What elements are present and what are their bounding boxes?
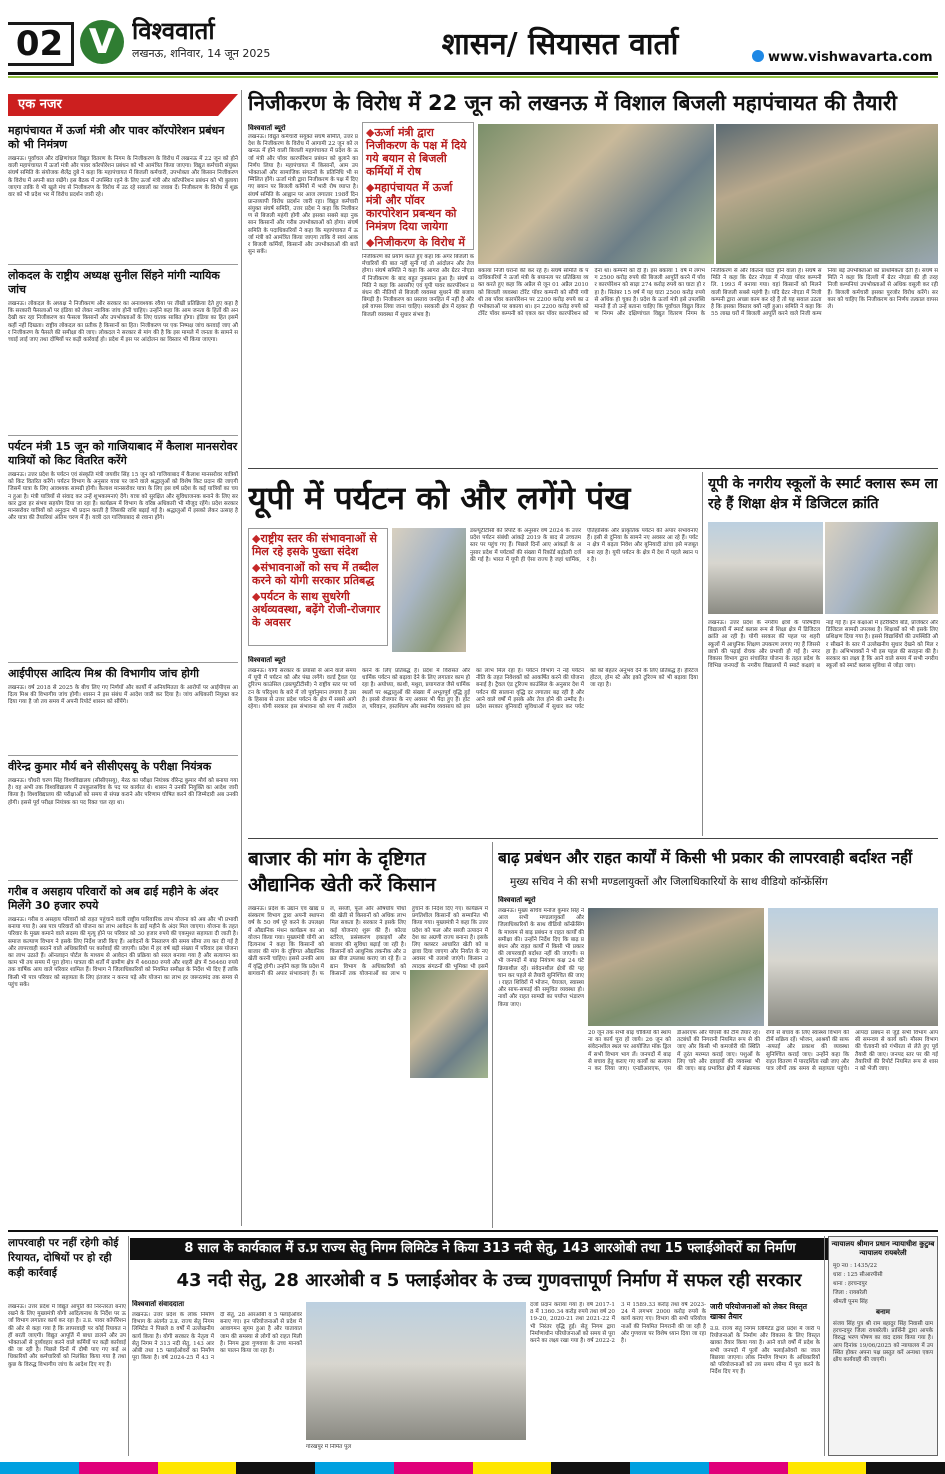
story2-body: लखनऊ। योगी सरकार के प्रयासों से आने वाले समय में यूपी में पर्यटन को और पंख लगेंगे। वर्ल्ड ट्रैवल एंड टूरिज्म काउंसिल (डब्ल्यूटीटीसी) ने राष्ट्रीय स्तर पर पर्यटन के परिदृश्य के बारे में जो पूर्वानुमान लगाया है उसके हिसाब से उत्तर प्रदेश पर्यटन के क्षेत्र में सबसे आगे रहेगा। योगी सरकार इस संभावना को सच में तब्दील करने के लिए प्रतिबद्ध है। प्रदेश में विरासत और धार्मिक पर्यटन को बढ़ावा देने के लिए लगातार काम हो रहा है। अयोध्या, काशी, मथुरा, प्रयागराज जैसे धार्मिक स्थलों पर श्रद्धालुओं की संख्या में अभूतपूर्व वृद्धि हुई है। इससे रोजगार के नए अवसर भी पैदा हुए हैं। होटल, परिवहन, हस्तशिल्प और स्थानीय व्यवसाय को इसका लाभ मिल रहा है। पर्यटन विभाग ने नई पर्यटन नीति के तहत निवेशकों को आकर्षित करने की योजना बनाई है। ट्रैवल एंड टूरिज्म काउंसिल के अनुसार देश में पर्यटन की सालाना वृद्धि दर लगातार बढ़ रही है और आने वाले वर्षों में इसके और तेज होने की उम्मीद है। प्रदेश सरकार बुनियादी सुविधाओं में सुधार कर पर्यटकों को बेहतर अनुभव देने के लिए प्रतिबद्ध है। हेरिटेज होटल, होम स्टे और इको टूरिज्म को भी बढ़ावा दिया जा रहा है। xyxy=(248,668,698,711)
story6-byline: विश्ववार्ता संवाददाता xyxy=(132,1300,185,1308)
side-headline-1: महापंचायत में ऊर्जा मंत्री और पावर कॉरपोरेशन प्रबंधन को भी निमंत्रण xyxy=(8,124,225,151)
story3-photo-1 xyxy=(708,522,823,614)
print-color-bar xyxy=(0,1462,945,1474)
website-link[interactable] xyxy=(752,50,942,68)
story1-bullet-3: ◆निजीकरण के विरोध में xyxy=(366,236,465,249)
column-rule xyxy=(492,842,493,1228)
story6-body-col3: उ.प्र. राज्य सेतु निगम लिमिटेड द्वारा प्रदेश में जारी परियोजनाओं के निर्माण और विकास के लिए विस्तृत खाका तैयार किया गया है। आने वाले वर्षों में प्रदेश के सभी जनपदों में पुलों और फ्लाईओवरों का जाल बिछाया जाएगा। लोक निर्माण विभाग के अधिकारियों को परियोजनाओं को तय समय सीमा में पूरा करने के निर्देश दिए गए हैं। xyxy=(710,1326,820,1376)
story7-body: लखनऊ। उत्तर प्रदेश में विद्युत आपूर्ति की निरन्तरता बनाए रखने के लिए मुख्यमंत्री योगी आदित्यनाथ के निर्देश पर ऊर्जा विभाग लगातार कार्य कर रहा है। उ.प्र. पावर कॉर्पोरेशन की ओर से कहा गया है कि लापरवाही पर कोई रियायत नहीं बरती जाएगी। विद्युत आपूर्ति में बाधा डालने और उपभोक्ताओं से दुर्व्यवहार करने वाले कर्मियों पर कड़ी कार्रवाई की जा रही है। पिछले दिनों में दोषी पाए गए कई अधिकारियों और कर्मचारियों को निलंबित किया गया है तथा कुछ के विरुद्ध विभागीय जांच के आदेश दिए गए हैं। xyxy=(8,1304,126,1368)
story4-headline: बाजार की मांग के दृष्टिगत औद्यानिक खेती करें किसान xyxy=(248,848,436,896)
court-notice xyxy=(828,1236,938,1456)
globe-icon xyxy=(752,50,764,62)
notice-party: श्रीमती पूनम सिंह xyxy=(833,1299,868,1305)
notice-district: जिला : रायबरेली xyxy=(833,1290,867,1296)
story1-photo-1 xyxy=(478,124,714,264)
story6-body-col1: लखनऊ। उत्तर प्रदेश के लोक निर्माण विभाग के अंतर्गत उ.प्र. राज्य सेतु निगम लिमिटेड ने पिछले 8 वर्षों में उल्लेखनीय कार्य किया है। योगी सरकार के नेतृत्व में सेतु निगम ने 313 नदी सेतु, 143 आरओबी तथा 15 फ्लाईओवरों का निर्माण पूरा किया है। वर्ष 2024-25 में 43 नदी सेतु, 28 आरओबी व 5 फ्लाईओवर बनाए गए। इन परियोजनाओं से प्रदेश में आवागमन सुगम हुआ है और यातायात जाम की समस्या से लोगों को राहत मिली है। निगम द्वारा गुणवत्ता के उच्च मानकों का पालन किया जा रहा है। xyxy=(132,1312,302,1362)
story2-bullet-3: ◆पर्यटन के साथ सुधरेगी अर्थव्यवस्था, बढ़ेंगे रोजी-रोजगार के अवसर xyxy=(252,590,381,629)
column-rule xyxy=(702,472,703,836)
column-rule xyxy=(824,1236,825,1456)
ek-nazar-column xyxy=(8,120,238,1220)
story1-body-col2: निजीकरण को प्रयोग करते हुए कहा कि अगर बिजली कर्मचारियों की बात नहीं सुनी गई तो आंदोलन और तेज होगा। संघर्ष समिति ने कहा कि आगरा और ग्रेटर नोएडा में निजीकरण के बाद बहुत नुकसान हुआ है। संघर्ष समिति ने कहा कि आरसीए एवं यूपी पावर कारपोरेशन प्रबंधन की नीतियों से बिजली व्यवस्था सुधरने की बजाय बिगड़ी है। निजीकरण का प्रस्ताव जनहित में नहीं है और इसे वापस लिया जाना चाहिए। सरकारी क्षेत्र में रहकर ही बिजली व्यवस्था में सुधार संभव है। xyxy=(362,254,474,318)
story1-headline: निजीकरण के विरोध में 22 जून को लखनऊ में विशाल बिजली महापंचायत की तैयारी xyxy=(248,91,897,115)
color-swatch xyxy=(315,1462,394,1474)
side-body-6: लखनऊ। गरीब व असहाय परिवारों को राहत पहुंचाने वाली राष्ट्रीय पारिवारिक लाभ योजना को अब और भी प्रभावी बनाया गया है। अब पात्र परिवारों को योजना का लाभ आवेदन के ढाई महीने के अंदर मिल जाएगा। योजना के तहत परिवार के मुख्य कमाने वाले सदस्य की मृत्यु होने पर परिवार को 30 हजार रुपये की एकमुश्त सहायता दी जाती है। समाज कल्याण विभाग ने इसके लिए निर्देश जारी किए हैं। आवेदनों के निस्तारण की समय सीमा तय कर दी गई है और लापरवाही बरतने वाले अधिकारियों पर कार्रवाई की जाएगी। प्रदेश में हर वर्ष बड़ी संख्या में परिवार इस योजना का लाभ उठाते हैं। ऑनलाइन पोर्टल के माध्यम से आवेदन की प्रक्रिया को सरल बनाया गया है और सत्यापन का काम भी तय समय में पूरा होगा। पात्रता की शर्तों में ग्रामीण क्षेत्र में 46080 रुपये और शहरी क्षेत्र में 56460 रुपये तक वार्षिक आय वाले परिवार शामिल हैं। विभाग ने जिलाधिकारियों को नियमित समीक्षा के निर्देश भी दिए हैं ताकि किसी भी पात्र परिवार को सहायता के लिए इंतजार न करना पड़े और योजना का लाभ हर जरूरतमंद तक समय से पहुंच सके। xyxy=(8,917,238,988)
story2-bullet-1: ◆राष्ट्रीय स्तर की संभावनाओं से मिल रहे इसके पुख्ता संदेश xyxy=(252,532,377,558)
side-headline-5: वीरेन्द्र कुमार मौर्य बने सीसीएसयू के परीक्षा नियंत्रक xyxy=(8,760,212,773)
story3-body: लखनऊ। उत्तर प्रदेश के नगरीय क्षेत्रों के परिषदीय विद्यालयों में स्मार्ट क्लास रूम से शिक्षा क्षेत्र में डिजिटल क्रांति आ रही है। योगी सरकार की पहल पर शहरी स्कूलों में आधुनिक शिक्षण उपकरण लगाए गए हैं जिससे छात्रों की पढ़ाई रोचक और प्रभावी हो गई है। नगर विकास विभाग द्वारा संचालित योजना के तहत प्रदेश के विभिन्न जनपदों के नगरीय विद्यालयों में स्मार्ट कक्षाएं बनाई गई हैं। इन कक्षाओं में इंटरैक्टिव बोर्ड, प्रोजेक्टर और डिजिटल सामग्री उपलब्ध है। शिक्षकों को भी इसके लिए प्रशिक्षण दिया गया है। इससे विद्यार्थियों की उपस्थिति और सीखने के स्तर में उल्लेखनीय सुधार देखने को मिल रहा है। अभिभावकों ने भी इस पहल की सराहना की है। सरकार का लक्ष्य है कि आने वाले समय में सभी नगरीय स्कूलों को स्मार्ट क्लास सुविधा से जोड़ा जाए। xyxy=(708,620,938,670)
color-swatch xyxy=(394,1462,473,1474)
story2-byline: विश्ववार्ता ब्यूरो xyxy=(248,656,286,664)
website-text: www.vishwavarta.com xyxy=(768,50,933,65)
masthead-accent-strip xyxy=(8,76,938,78)
story1-body-col1: लखनऊ। विद्युत कर्मचारी संयुक्त संघर्ष समिति, उत्तर प्रदेश के निजीकरण के विरोध में आगामी 22 जून को लखनऊ में होने वाली बिजली महापंचायत में प्रदेश के ऊर्जा मंत्री और पॉवर कारपोरेशन प्रबंधन को बुलाने का निर्णय लिया है। महापंचायत में किसानों, आम उपभोक्ताओं और सामाजिक संगठनों के प्रतिनिधि भी सम्मिलित होंगे। ऊर्जा मंत्री द्वारा निजीकरण के पक्ष में दिए गए बयान पर बिजली कर्मियों में भारी रोष व्याप्त है। संघर्ष समिति के आह्वान पर आज लगातार 198वें दिन प्रान्तव्यापी विरोध प्रदर्शन जारी रहा। विद्युत कर्मचारी संयुक्त संघर्ष समिति, उत्तर प्रदेश ने कहा कि निजीकरण से बिजली महंगी होगी और इसका सबसे बड़ा नुकसान किसानों और गरीब उपभोक्ताओं को होगा। संघर्ष समिति के पदाधिकारियों ने कहा कि महापंचायत में ऊर्जा मंत्री को आमंत्रित किया जाएगा ताकि वे स्वयं आकर बिजली कर्मियों, किसानों और उपभोक्ताओं की बातें सुन सकें। xyxy=(248,134,358,256)
side-headline-4: आईपीएस आदित्य मिश्र की विभागीय जांच होगी xyxy=(8,667,199,680)
section-divider xyxy=(8,1230,938,1232)
story1-bullets xyxy=(362,122,474,250)
story5-photo-2 xyxy=(768,908,938,1026)
story6-headline: 43 नदी सेतु, 28 आरओबी व 5 फ्लाईओवर के उच्च गुणवत्तापूर्ण निर्माण में सफल रही सरकार xyxy=(176,1270,802,1291)
story1-bullet-2: ◆महापंचायत में ऊर्जा मंत्री और पॉवर कारपोरेशन प्रबन्धन को निमंत्रण दिया जायेगा xyxy=(366,181,457,233)
story1-byline: विश्ववार्ता ब्यूरो xyxy=(248,124,286,132)
side-body-5: लखनऊ। चौधरी चरण सिंह विश्वविद्यालय (सीसीएसयू), मेरठ का परीक्षा नियंत्रक वीरेन्द्र कुमार मौर्य को बनाया गया है। वह अभी तक विश्वविद्यालय में उपकुलसचिव के पद पर कार्यरत थे। शासन ने उनकी नियुक्ति का आदेश जारी किया है। विश्वविद्यालय की परीक्षाओं को समय से संपन्न कराने और परिणाम घोषित करने की जिम्मेदारी अब उनकी होगी। इससे पूर्व परीक्षा नियंत्रक का पद रिक्त चल रहा था। xyxy=(8,778,238,806)
side-body-1: लखनऊ। पूर्वांचल और दक्षिणांचल विद्युत वितरण के निगम के निजीकरण के विरोध में लखनऊ में 22 जून को होने वाली महापंचायत में ऊर्जा मंत्री और पावर कॉरपोरेशन प्रबंधन को भी आमंत्रित किया जाएगा। विद्युत कर्मचारी संयुक्त संघर्ष समिति के संयोजक शैलेंद्र दुबे ने कहा कि महापंचायत में बिजली कर्मचारी, उपभोक्ता और किसान निजीकरण के विरोध में अपनी बात रखेंगे। इस बैठक में उपस्थित रहने के लिए ऊर्जा मंत्री और कॉरपोरेशन प्रबंधन को भी बुलाया जाएगा ताकि वे भी खुले मंच से निजीकरण के विरोध में उठ रहे सवालों का जवाब दें। निजीकरण के विरोध में शुक्रवार को भी प्रदेश भर में विरोध प्रदर्शन जारी रहे। xyxy=(8,156,238,199)
color-swatch xyxy=(236,1462,315,1474)
story5-subhead: मुख्य सचिव ने की सभी मण्डलायुक्तों और जिलाधिकारियों के साथ वीडियो कॉन्फ्रेंसिंग xyxy=(510,876,828,888)
color-swatch xyxy=(788,1462,867,1474)
story2-bullet-2: ◆संभावनाओं को सच में तब्दील करने को योगी सरकार प्रतिबद्ध xyxy=(252,561,379,587)
story1-bullet-1: ◆ऊर्जा मंत्री द्वारा निजीकरण के पक्ष में दिये गये बयान से बिजली कर्मियों में रोष xyxy=(366,126,467,178)
color-swatch xyxy=(0,1462,79,1474)
story1-photo-2 xyxy=(716,124,938,264)
side-headline-2: लोकदल के राष्ट्रीय अध्यक्ष सुनील सिंहने मांगी न्यायिक जांच xyxy=(8,269,220,296)
column-rule xyxy=(128,1236,129,1456)
notice-vs: बनाम xyxy=(876,1308,890,1316)
story5-body-col1: लखनऊ। मुख्य सचिव मनोज कुमार सिंह ने आज सभी मण्डलायुक्तों और जिलाधिकारियों के साथ वीडियो कॉन्फ्रेंसिंग के माध्यम से बाढ़ प्रबंधन व राहत कार्यों की समीक्षा की। उन्होंने निर्देश दिए कि बाढ़ प्रबंधन और राहत कार्यों में किसी भी प्रकार की लापरवाही बर्दाश्त नहीं की जाएगी। सभी जनपदों में बाढ़ नियंत्रण कक्ष 24 घंटे क्रियाशील रहें। संवेदनशील क्षेत्रों की पहचान कर पहले से तैयारी सुनिश्चित की जाए। राहत शिविरों में भोजन, पेयजल, स्वास्थ्य और साफ-सफाई की समुचित व्यवस्था हो। नावों और राहत सामग्री का पर्याप्त भंडारण किया जाए। xyxy=(498,908,584,1008)
side-body-3: लखनऊ। उत्तर प्रदेश के पर्यटन एवं संस्कृति मंत्री जयवीर सिंह 15 जून को गाजियाबाद में कैलाश मानसरोवर यात्रियों को किट वितरित करेंगे। पर्यटन विभाग के अनुसार यात्रा पर जाने वाले श्रद्धालुओं को विशेष किट प्रदान की जाएगी जिसमें यात्रा के लिए आवश्यक सामग्री होगी। कैलाश मानसरोवर यात्रा के लिए इस वर्ष प्रदेश के कई यात्रियों का चयन हुआ है। मंत्री यात्रियों से संवाद कर उन्हें शुभकामनाएं देंगे। यात्रा को सुरक्षित और सुविधाजनक बनाने के लिए सरकार द्वारा हर संभव सहयोग दिया जा रहा है। कार्यक्रम में विभाग के वरिष्ठ अधिकारी भी मौजूद रहेंगे। प्रदेश सरकार मानसरोवर यात्रियों को अनुदान भी प्रदान करती है जिसकी राशि बढ़ाई गई है। श्रद्धालुओं में इसको लेकर उत्साह है और यात्रा की तैयारियां अंतिम चरण में हैं। यात्री दल गाजियाबाद से रवाना होंगे। xyxy=(8,472,238,522)
story3-photo-2 xyxy=(825,522,938,614)
notice-body: संजय सिंह पुत्र श्री राम बहादुर सिंह निवासी ग्राम हरचन्दपुर जिला रायबरेली। प्रार्थिनी द्वारा आपके विरुद्ध भरण पोषण का वाद दायर किया गया है। आप दिनांक 19/06/2025 को न्यायालय में उपस्थित होकर अपना पक्ष प्रस्तुत करें अन्यथा एकपक्षीय कार्यवाही की जाएगी। xyxy=(833,1321,933,1364)
side-headline-6: गरीब व असहाय परिवारों को अब ढाई महीने के अंदर मिलेंगे 30 हजार रुपये xyxy=(8,885,219,912)
logo-glyph: V xyxy=(88,22,116,62)
brand-name: विश्ववार्ता xyxy=(132,17,215,42)
notice-court: न्यायालय श्रीमान प्रधान न्यायाधीश कुटुम्ब न्यायालय रायबरेली xyxy=(831,1240,935,1257)
story1-body-cols: बकाया निजी घरानों की कर रहे हैं। संघर्ष समिति के पदाधिकारियों ने ऊर्जा मंत्री के बयानत्य पर प्रतिक्रिया व्यक्त करते हुए कहा कि अप्रैल से जून 01 अप्रैल 2010 को बिजली व्यवस्था टोरेंट पॉवर कम्पनी को सौंपी गयी थी तब पॉवर कारपोरेशन पर 2200 करोड़ रुपये का उपभोक्ताओं पर बकाया था। इन 2200 करोड़ रुपये को टोरेंट पॉवर कम्पनी को एकत्र कर पॉवर कारपोरेशन को देना था। कम्पनी को दी हैं। इस बकाया 1 वर्ष में लगभग 2500 करोड़ रुपये की बिजली आपूर्ति करने में पॉवर कारपोरेशन को साढ़ा 274 करोड़ रुपये का घाटा हो रहा है। सितंबर 15 वर्ष में यह घाटा 2500 करोड़ रुपये से अधिक हो चुका है। प्रदेश के ऊर्जा मंत्री इसे उपलब्धि मानते हैं तो उन्हें बताना चाहिए कि पूर्वांचल विद्युत वितरण निगम और दक्षिणांचल विद्युत वितरण निगम के निजीकरण से और कितना घाटा होने वाला है। संघर्ष समिति ने कहा कि ग्रेटर नोएडा में नोएडा पॉवर कम्पनी लि. 1993 में बनाया गया। वहां किसानों को मिलने वाली बिजली सबसे महंगी है। यदि ग्रेटर नोएडा में निजी कम्पनी द्वारा अच्छा काम कर रहे हैं तो यह सवाल उठता है कि इसका विस्तार क्यों नहीं हुआ। समिति ने कहा कि 55 लाख घरों में बिजली आपूर्ति करने वाले निजी कम्पनियां बड़े उपभोक्ताओं को प्राथमिकता देती हैं। संघर्ष समिति ने कहा कि दिल्ली में ग्रेटर नोएडा की ही तरह निजी कम्पनियां उपभोक्ताओं से अधिक वसूली कर रही हैं। बिजली कर्मचारी इसका पुरजोर विरोध करेंगे। सरकार को चाहिए कि निजीकरण का निर्णय तत्काल वापस ले। xyxy=(478,268,938,318)
side-headline-3: पर्यटन मंत्री 15 जून को गाजियाबाद में कैलाश मानसरोवर यात्रियों को किट वितरित करेंगे xyxy=(8,440,238,467)
notice-thana: थाना : हरचन्दपुर xyxy=(833,1281,867,1287)
story2-bullets xyxy=(248,528,388,646)
color-swatch xyxy=(158,1462,237,1474)
notice-case-no: मू0 न0 : 1435/22 xyxy=(833,1263,878,1269)
ek-nazar-header: एक नजर xyxy=(8,94,238,116)
side-body-4: लखनऊ। वर्ष 2018 से 2025 के बीच लिए गए निर्णयों और कार्यों में अनियमितता के आरोपों पर आईपीएस आदित्य मिश्र की विभागीय जांच होगी। शासन ने इस संबंध में आदेश जारी कर दिया है। जांच अधिकारी नियुक्त कर दिया गया है जो तय समय में अपनी रिपोर्ट शासन को सौंपेंगे। xyxy=(8,685,238,706)
story6-kicker: 8 साल के कार्यकाल में उ.प्र राज्य सेतु निगम लिमिटेड ने किया 313 नदी सेतु, 143 आरओबी तथा 15 फ्लाईओवरों का निर्माण xyxy=(130,1238,850,1260)
notice-act: धारा : 125 सीआरपीसी xyxy=(833,1272,883,1278)
story6-body-col2: दर्जा प्रदान कराया गया है। वर्ष 2017-18 में 1360.34 करोड़ रुपये तथा वर्ष 2019-20, 2020-21 तथा 2021-22 में भी निरंतर वृद्धि हुई। सेतु निगम द्वारा निर्माणाधीन परियोजनाओं को समय से पूरा करने का लक्ष्य रखा गया है। वर्ष 2022-23 में 1589.33 करोड़ तथा वर्ष 2023-24 में लगभग 2000 करोड़ रुपये के कार्य कराए गए। विभाग की सभी परियोजनाओं की नियमित निगरानी की जा रही है और गुणवत्ता पर विशेष ध्यान दिया जा रहा है। xyxy=(530,1302,706,1345)
page-number: 02 xyxy=(8,22,74,66)
story2-headline: यूपी में पर्यटन को और लगेंगे पंख xyxy=(248,479,631,517)
story5-body-cols: 20 जून तक सभी बाढ़ चौकियों की स्थापना का कार्य पूरा हो जाये। 26 जून को संवेदनशील स्थल पर आयोजित मॉक ड्रिल में सभी विभाग भाग लें। जनपदों में बाढ़ से बचाव हेतु कराए गए कार्यों का सत्यापन कर लिया जाए। एनडीआरएफ, एसडीआरएफ और पीएसी की टीमें तैयार रहें। तटबंधों की निगरानी नियमित रूप से की जाए और किसी भी कमजोरी की स्थिति में तुरंत मरम्मत कराई जाए। पशुओं के लिए चारे और दवाइयों की व्यवस्था भी की जाए। बाढ़ प्रभावित क्षेत्रों में संक्रामक रोगों से बचाव के लिए स्वास्थ्य विभाग की टीमें सक्रिय रहें। भोजन, आश्रयों की साफ-सफाई और प्रकाश की व्यवस्था सुनिश्चित कराई जाए। उन्होंने कहा कि राहत वितरण में पारदर्शिता रखी जाए और पात्र लोगों तक समय से सहायता पहुंचे। आपदा प्रबंधन से जुड़े सभी विभाग आपसी समन्वय से कार्य करें। मौसम विभाग की चेतावनी को गंभीरता से लेते हुए पूर्व तैयारी की जाए। जनपद स्तर पर की गई तैयारियों की रिपोर्ट नियमित रूप से शासन को भेजी जाए। xyxy=(588,1030,938,1073)
story5-headline: बाढ़ प्रबंधन और राहत कार्यों में किसी भी प्रकार की लापरवाही बर्दाश्त नहीं xyxy=(498,849,913,867)
color-swatch xyxy=(866,1462,945,1474)
story4-photo xyxy=(410,970,488,1078)
color-swatch xyxy=(551,1462,630,1474)
column-rule xyxy=(241,90,242,1226)
story6-photo-1-caption: गोरखपुर में निर्मित पुल xyxy=(306,1444,352,1450)
section-title: शासन/ सियासत वार्ता xyxy=(441,27,679,62)
color-swatch xyxy=(630,1462,709,1474)
story7-headline: लापरवाही पर नहीं रहेगी कोई रियायत, दोषियों पर हो रही कड़ी कार्रवाई xyxy=(8,1237,119,1279)
story5-photo-1 xyxy=(588,908,764,1026)
side-body-2: लखनऊ। लोकदल के अध्यक्ष ने निजीकरण और सरकार का अनावश्यक रवैया पर तीखी प्रतिक्रिया देते हुए कहा है कि सरकारी फैसलाओं पर इंडिया को लेकर न्यायिक जांच होनी चाहिए। उन्होंने कहा कि आम जनता के हितों की अनदेखी कर रहा निजीकरण का फैसला किसानों और उपभोक्ताओं के लिए घातक साबित होगा। इंडिया का हित इसमें कहीं नहीं दिखता। राष्ट्रीय लोकदल का प्रतीक है किसानों का हित। निजीकरण पर एक निष्पक्ष जांच करवाई जाए और निजीकरण के फैसले की समीक्षा की जाए। लोकदल ने सरकार से मांग की है कि इस मामले में जनता के सामने सच्चाई लाई जाए तथा दोषियों पर कड़ी कार्रवाई हो। प्रदेश में इस पर आंदोलन का विस्तार भी किया जाएगा। xyxy=(8,301,238,344)
color-swatch xyxy=(79,1462,158,1474)
story5-byline: विश्ववार्ता ब्यूरो xyxy=(498,896,536,904)
dateline: लखनऊ, शनिवार, 14 जून 2025 xyxy=(132,47,271,60)
story6-photo-1 xyxy=(306,1302,526,1440)
story2-body-top: डब्ल्यूटीटीसी की रिपोर्ट के अनुसार वर्ष 2024 के उत्तर प्रदेश पर्यटन संबंधी आंकड़े 2019 के बाद से उच्चतम स्तर पर पहुंच गए हैं। पिछले दिनों आए आंकड़ों के अनुसार प्रदेश में पर्यटकों की संख्या में रिकॉर्ड बढ़ोतरी दर्ज की गई है। भारत में यूपी ही ऐसा राज्य है जहां धार्मिक, ऐतिहासिक और प्राकृतिक पर्यटन की अपार संभावनाएं हैं। इसी से दुनिया के सामने नए अवसर आ रहे हैं। पर्यटन क्षेत्र में बढ़ता निवेश और बुनियादी ढांचा इसे मजबूत बना रहा है। यूपी पर्यटन के क्षेत्र में देश में पहले स्थान पर है। xyxy=(470,528,698,563)
masthead-rule xyxy=(8,72,938,75)
color-swatch xyxy=(709,1462,788,1474)
color-swatch xyxy=(473,1462,552,1474)
story6-subhead: जारी परियोजनाओं को लेकर विस्तृत खाका तैयार xyxy=(710,1302,808,1321)
story-divider xyxy=(248,468,938,469)
story3-headline: यूपी के नगरीय स्कूलों के स्मार्ट क्लास रूम ला रहे हैं शिक्षा क्षेत्र में डिजिटल क्रांति xyxy=(708,476,938,512)
story2-photo xyxy=(392,528,466,652)
story-divider xyxy=(248,838,938,839)
story4-body: लखनऊ। प्रदेश के उद्यान एवं खाद्य प्रसंस्करण विभाग द्वारा अपनी स्थापना वर्ष के 50 वर्ष पूरे करने के उपलक्ष्य में औद्यानिक मंथन कार्यक्रम का आयोजन किया गया। मुख्यमंत्री योगी आदित्यनाथ ने कहा कि किसानों को बाजार की मांग के दृष्टिगत औद्यानिक खेती करनी चाहिए। इससे उनकी आय में वृद्धि होगी। उन्होंने कहा कि प्रदेश में बागवानी की अपार संभावनाएं हैं। फल, सब्जी, फूल और औषधीय पौधों की खेती से किसानों को अधिक लाभ मिल सकता है। सरकार ने इसके लिए कई योजनाएं शुरू की हैं। कोल्ड स्टोरेज, प्रसंस्करण इकाइयों और बाजार की सुविधा बढ़ाई जा रही है। किसानों को आधुनिक तकनीक और उन्नत बीज उपलब्ध कराए जा रहे हैं। उद्यान विभाग के अधिकारियों को किसानों तक योजनाओं का लाभ पहुंचाने के निर्देश दिए गए। कार्यक्रम में प्रगतिशील किसानों को सम्मानित भी किया गया। मुख्यमंत्री ने कहा कि उत्तर प्रदेश को फल और सब्जी उत्पादन में देश का अग्रणी राज्य बनाना है। इसके लिए क्लस्टर आधारित खेती को बढ़ावा दिया जाएगा और निर्यात के नए अवसर भी तलाशे जाएंगे। किसान उत्पादक संगठनों की भूमिका भी इसमें xyxy=(248,906,488,977)
